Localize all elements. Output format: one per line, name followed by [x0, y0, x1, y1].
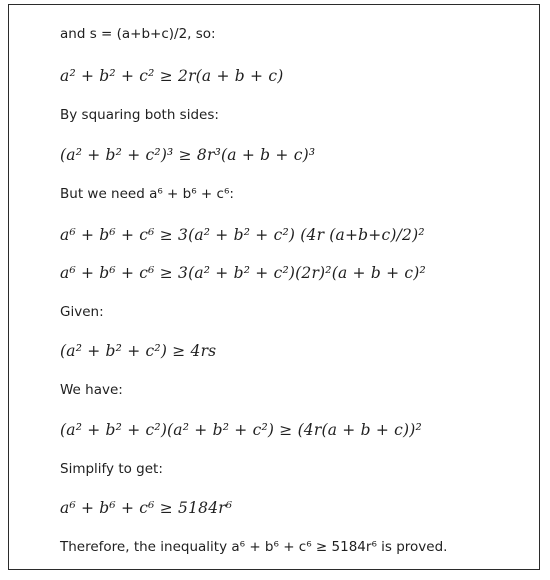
- proof-line-1: and s = (a+b+c)/2, so:: [60, 26, 216, 42]
- inequality-3: a⁶ + b⁶ + c⁶ ≥ 3(a² + b² + c²) (4r (a+b+c)/2)²: [60, 226, 425, 244]
- proof-line-5: We have:: [60, 382, 123, 398]
- proof-conclusion: Therefore, the inequality a⁶ + b⁶ + c⁶ ≥ 5184r⁶ is proved.: [60, 539, 448, 555]
- proof-line-2: By squaring both sides:: [60, 107, 219, 123]
- proof-line-3: But we need a⁶ + b⁶ + c⁶:: [60, 186, 234, 202]
- inequality-6: (a² + b² + c²)(a² + b² + c²) ≥ (4r(a + b + c))²: [60, 421, 422, 439]
- inequality-4: a⁶ + b⁶ + c⁶ ≥ 3(a² + b² + c²)(2r)²(a + b + c)²: [60, 264, 426, 282]
- inequality-2: (a² + b² + c²)³ ≥ 8r³(a + b + c)³: [60, 146, 316, 164]
- inequality-5: (a² + b² + c²) ≥ 4rs: [60, 342, 217, 360]
- inequality-7: a⁶ + b⁶ + c⁶ ≥ 5184r⁶: [60, 499, 233, 517]
- proof-line-6: Simplify to get:: [60, 461, 163, 477]
- inequality-1: a² + b² + c² ≥ 2r(a + b + c): [60, 67, 284, 85]
- proof-line-4: Given:: [60, 304, 104, 320]
- proof-frame: [8, 4, 540, 570]
